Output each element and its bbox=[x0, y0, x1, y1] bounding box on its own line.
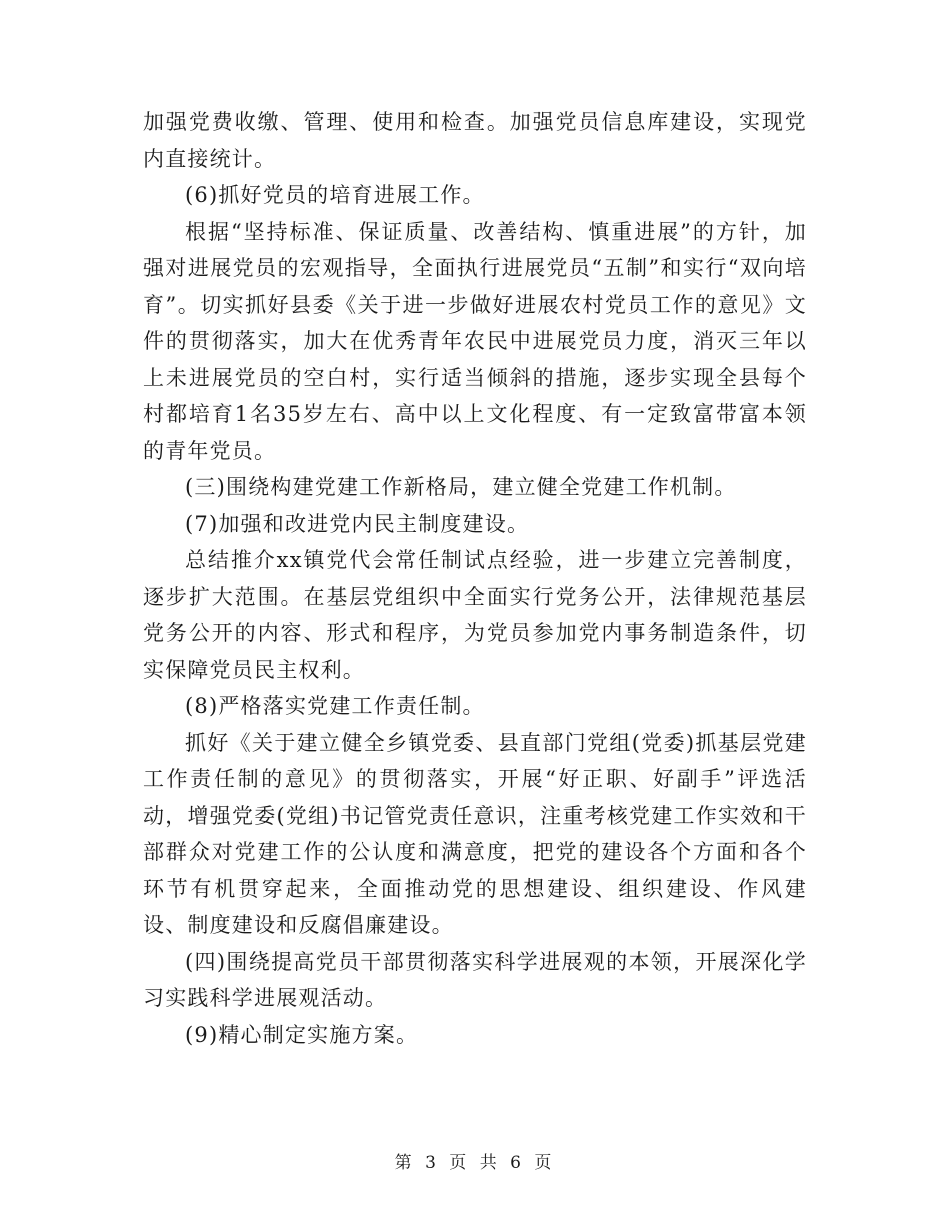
page-number-footer: 第 3 页 共 6 页 bbox=[394, 1153, 556, 1173]
paragraph-responsibility-system: 抓好《关于建立健全乡镇党委、县直部门党组(党委)抓基层党建工作责任制的意见》的贯彻落实，开展“好正职、好副手”评选活动，增强党委(党组)书记管党责任意识，注重考核党建工作实效和干部群众对党建工作的公认度和满意度，把党的建设各个方面和各个环节有机贯穿起来，全面推动党的思想建设、组织建设、作风建设、制度建设和反腐倡廉建设。 bbox=[143, 730, 807, 937]
heading-9-implementation-plan: (9)精心制定实施方案。 bbox=[185, 1022, 419, 1047]
heading-4-scientific-development: (四)围绕提高党员干部贯彻落实科学进展观的本领，开展深化学习实践科学进展观活动。 bbox=[143, 949, 807, 1010]
heading-6-cultivate-members: (6)抓好党员的培育进展工作。 bbox=[185, 183, 485, 207]
paragraph-democracy-system: 总结推介xx镇党代会常任制试点经验，进一步建立完善制度，逐步扩大范围。在基层党组织中全面实行党务公开，法律规范基层党务公开的内容、形式和程序，为党员参加党内事务制造条件，切实保障党员民主权利。 bbox=[143, 548, 807, 682]
heading-7-inner-democracy: (7)加强和改进党内民主制度建设。 bbox=[185, 511, 530, 536]
paragraph-member-development: 根据“坚持标准、保证质量、改善结构、慎重进展”的方针，加强对进展党员的宏观指导，全面执行进展党员“五制”和实行“双向培育”。切实抓好县委《关于进一步做好进展农村党员工作的意见》文件的贯彻落实，加大在优秀青年农民中进展党员力度，消灭三年以上未进展党员的空白村，实行适当倾斜的措施，逐步实现全县每个村都培育1名35岁左右、高中以上文化程度、有一定致富带富本领的青年党员。 bbox=[143, 219, 807, 463]
heading-8-responsibility: (8)严格落实党建工作责任制。 bbox=[185, 694, 485, 718]
paragraph-party-fee: 加强党费收缴、管理、使用和检查。加强党员信息库建设，实现党内直接统计。 bbox=[143, 110, 807, 171]
document-body bbox=[143, 104, 807, 1053]
heading-3-work-pattern: (三)围绕构建党建工作新格局，建立健全党建工作机制。 bbox=[185, 475, 737, 499]
